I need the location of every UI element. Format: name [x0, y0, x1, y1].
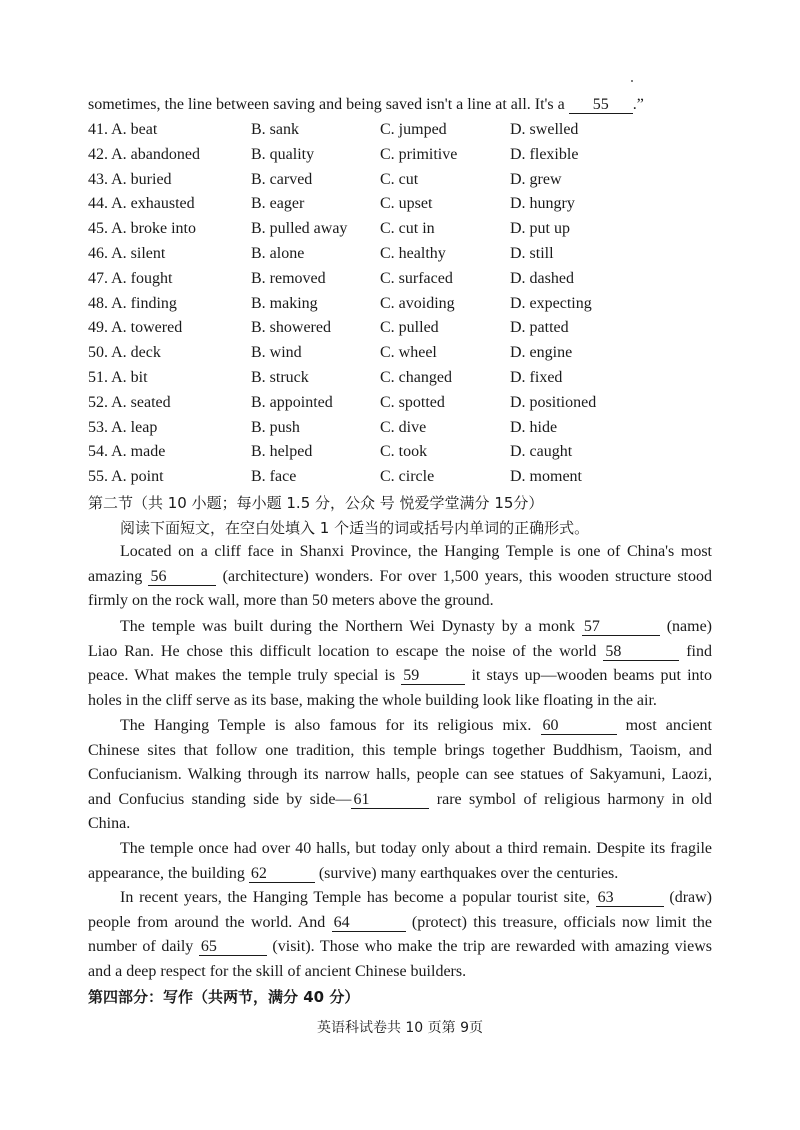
- passage-text: (architecture) wonders. For over 1,500 years, this wooden structure stood: [216, 567, 712, 585]
- option-c: C. took: [380, 443, 428, 461]
- passage-line: [88, 763, 712, 788]
- passage-text: it stays up—wooden beams put into: [465, 667, 712, 685]
- part4-heading: 第四部分：写作（共两节，满分 40 分）: [88, 988, 360, 1006]
- paragraph-2: [88, 615, 712, 713]
- option-c: C. pulled: [380, 319, 439, 337]
- passage-text: peace. What makes the temple truly special is: [88, 667, 402, 685]
- passage-text: (survive) many earthquakes over the centuries.: [314, 864, 619, 882]
- option-a: 43. A. buried: [88, 170, 172, 188]
- passage-line: [88, 886, 712, 911]
- passage-text: and Confucius standing side by side—: [88, 790, 352, 808]
- option-b: B. alone: [251, 244, 305, 262]
- option-d: D. put up: [510, 220, 570, 238]
- passage-text: number of daily: [88, 938, 199, 956]
- option-a: 49. A. towered: [88, 319, 183, 337]
- option-row: [88, 242, 708, 267]
- section2-heading: 第二节（共 10 小题；每小题 1.5 分，公众 号 悦爱学堂满分 15分）: [88, 494, 544, 512]
- option-b: B. quality: [251, 145, 315, 163]
- blank-60: 60: [541, 717, 617, 735]
- passage-line: [88, 788, 712, 813]
- option-b: B. helped: [251, 443, 313, 461]
- option-row: [88, 416, 708, 441]
- option-d: D. flexible: [510, 145, 579, 163]
- option-b: B. eager: [251, 195, 305, 213]
- option-c: C. changed: [380, 368, 452, 386]
- option-b: B. carved: [251, 170, 313, 188]
- passage-line: [88, 739, 712, 764]
- option-row: [88, 341, 708, 366]
- section2-instruction: 阅读下面短文，在空白处填入 1 个适当的词或括号内单词的正确形式。: [120, 519, 590, 537]
- passage-text: (draw): [663, 889, 713, 906]
- passage-line: [88, 640, 712, 665]
- paragraph-1: [88, 540, 712, 614]
- passage-line: [88, 812, 712, 837]
- blank-61: 61: [351, 791, 429, 809]
- option-a: 53. A. leap: [88, 418, 158, 436]
- option-a: 45. A. broke into: [88, 220, 196, 238]
- passage-line: [88, 689, 712, 714]
- passage-text: The temple was built during the Northern Wei Dynasty by a monk: [120, 618, 582, 635]
- passage-text: The temple once had over 40 halls, but today only about a third remain. Despite its fragile: [120, 840, 712, 857]
- option-b: B. sank: [251, 121, 299, 138]
- passage-line: [88, 589, 712, 614]
- passage-text: Located on a cliff face in Shanxi Province, the Hanging Temple is one of China's most: [120, 543, 712, 560]
- option-d: D. fixed: [510, 368, 563, 386]
- blank-64: 64: [332, 914, 406, 932]
- option-a: 52. A. seated: [88, 393, 171, 411]
- passage-text: Confucianism. Walking through its narrow halls, people can see statues of Sakyamuni, Laozi,: [88, 766, 712, 784]
- option-b: B. appointed: [251, 393, 333, 411]
- option-row: [88, 118, 708, 143]
- option-c: C. upset: [380, 195, 433, 213]
- passage-text: Chinese sites that follow one tradition, this temple brings together Buddhism, Taoism, and: [88, 741, 712, 759]
- blank-62: 62: [249, 865, 315, 883]
- option-row: [88, 168, 708, 193]
- passage-line: [88, 714, 712, 739]
- option-a: 51. A. bit: [88, 368, 148, 386]
- option-c: C. wheel: [380, 344, 437, 362]
- passage-line: [88, 862, 712, 887]
- passage-text: most ancient: [616, 717, 713, 734]
- passage-text: people from around the world. And: [88, 913, 332, 931]
- passage-text: (visit). Those who make the trip are rewarded with amazing views: [266, 938, 713, 956]
- passage-text: China.: [88, 815, 131, 833]
- option-d: D. engine: [510, 344, 573, 362]
- intro-line: [88, 94, 712, 116]
- option-b: B. showered: [251, 319, 331, 337]
- blank-63: 63: [596, 889, 664, 907]
- paragraph-5: [88, 886, 712, 984]
- option-row: [88, 217, 708, 242]
- option-b: B. push: [251, 418, 300, 436]
- passage-text: (name): [659, 618, 712, 635]
- option-d: D. expecting: [510, 294, 592, 312]
- page-footer: 英语科试卷共 10 页第 9页: [316, 1020, 484, 1036]
- option-a: 41. A. beat: [88, 121, 158, 138]
- option-a: 44. A. exhausted: [88, 195, 195, 213]
- option-d: D. still: [510, 244, 554, 262]
- passage-line: [88, 960, 712, 985]
- option-b: B. wind: [251, 344, 302, 362]
- blank-56: 56: [148, 568, 216, 586]
- passage-line: [88, 935, 712, 960]
- blank-58: 58: [603, 643, 679, 661]
- option-c: C. cut in: [380, 220, 435, 238]
- passage-line: [88, 540, 712, 565]
- option-row: [88, 366, 708, 391]
- passage-line: [88, 837, 712, 862]
- option-b: B. pulled away: [251, 220, 348, 238]
- passage-line: [88, 565, 712, 590]
- option-row: [88, 391, 708, 416]
- passage-text: In recent years, the Hanging Temple has become a popular tourist site,: [120, 889, 596, 906]
- option-d: D. dashed: [510, 269, 574, 287]
- passage-text: find: [679, 642, 713, 660]
- option-b: B. removed: [251, 269, 326, 287]
- option-a: 55. A. point: [88, 468, 164, 486]
- option-row: [88, 465, 708, 490]
- passage-line: [88, 911, 712, 936]
- option-c: C. circle: [380, 468, 435, 486]
- option-a: 46. A. silent: [88, 244, 166, 262]
- option-c: C. spotted: [380, 393, 445, 411]
- passage-text: and a deep respect for the skill of ancient Chinese builders.: [88, 962, 467, 980]
- scan-speck: [631, 80, 633, 82]
- option-d: D. hungry: [510, 195, 575, 213]
- passage-line: [88, 615, 712, 640]
- blank-59: 59: [401, 667, 465, 685]
- option-c: C. healthy: [380, 244, 446, 262]
- passage-text: rare symbol of religious harmony in old: [429, 790, 713, 808]
- option-row: [88, 440, 708, 465]
- option-row: [88, 192, 708, 217]
- option-row: [88, 316, 708, 341]
- passage-text: amazing: [88, 567, 149, 585]
- intro-text: sometimes, the line between saving and being saved isn't a line at all. It's a: [88, 96, 569, 113]
- option-d: D. grew: [510, 170, 562, 188]
- paragraph-4: [88, 837, 712, 886]
- passage-text: The Hanging Temple is also famous for its religious mix.: [120, 717, 541, 734]
- passage-line: [88, 664, 712, 689]
- option-c: C. avoiding: [380, 294, 455, 312]
- passage-text: holes in the cliff serve as its base, making the whole building look like floating in the air.: [88, 691, 657, 709]
- option-d: D. swelled: [510, 121, 579, 138]
- option-d: D. patted: [510, 319, 569, 337]
- option-d: D. caught: [510, 443, 573, 461]
- option-d: D. positioned: [510, 393, 597, 411]
- option-a: 54. A. made: [88, 443, 166, 461]
- option-b: B. struck: [251, 368, 309, 386]
- answer-options: [88, 118, 708, 490]
- option-b: B. making: [251, 294, 318, 312]
- option-c: C. primitive: [380, 145, 458, 163]
- passage-text: Liao Ran. He chose this difficult location to escape the noise of the world: [88, 642, 604, 660]
- option-row: [88, 143, 708, 168]
- option-a: 42. A. abandoned: [88, 145, 200, 163]
- option-a: 48. A. finding: [88, 294, 177, 312]
- option-row: [88, 292, 708, 317]
- passage-text: (protect) this treasure, officials now limit the: [405, 913, 712, 931]
- passage-text: firmly on the rock wall, more than 50 meters above the ground.: [88, 592, 494, 610]
- option-c: C. jumped: [380, 121, 447, 138]
- option-a: 50. A. deck: [88, 344, 161, 362]
- passage-text: appearance, the building: [88, 864, 249, 882]
- option-c: C. dive: [380, 418, 427, 436]
- blank-65: 65: [199, 938, 267, 956]
- option-d: D. moment: [510, 468, 582, 486]
- option-b: B. face: [251, 468, 297, 486]
- blank-55: 55: [569, 96, 633, 114]
- option-d: D. hide: [510, 418, 558, 436]
- option-c: C. cut: [380, 170, 419, 188]
- intro-text-end: .”: [632, 96, 644, 113]
- option-c: C. surfaced: [380, 269, 453, 287]
- option-row: [88, 267, 708, 292]
- blank-57: 57: [582, 618, 660, 636]
- paragraph-3: [88, 714, 712, 837]
- option-a: 47. A. fought: [88, 269, 173, 287]
